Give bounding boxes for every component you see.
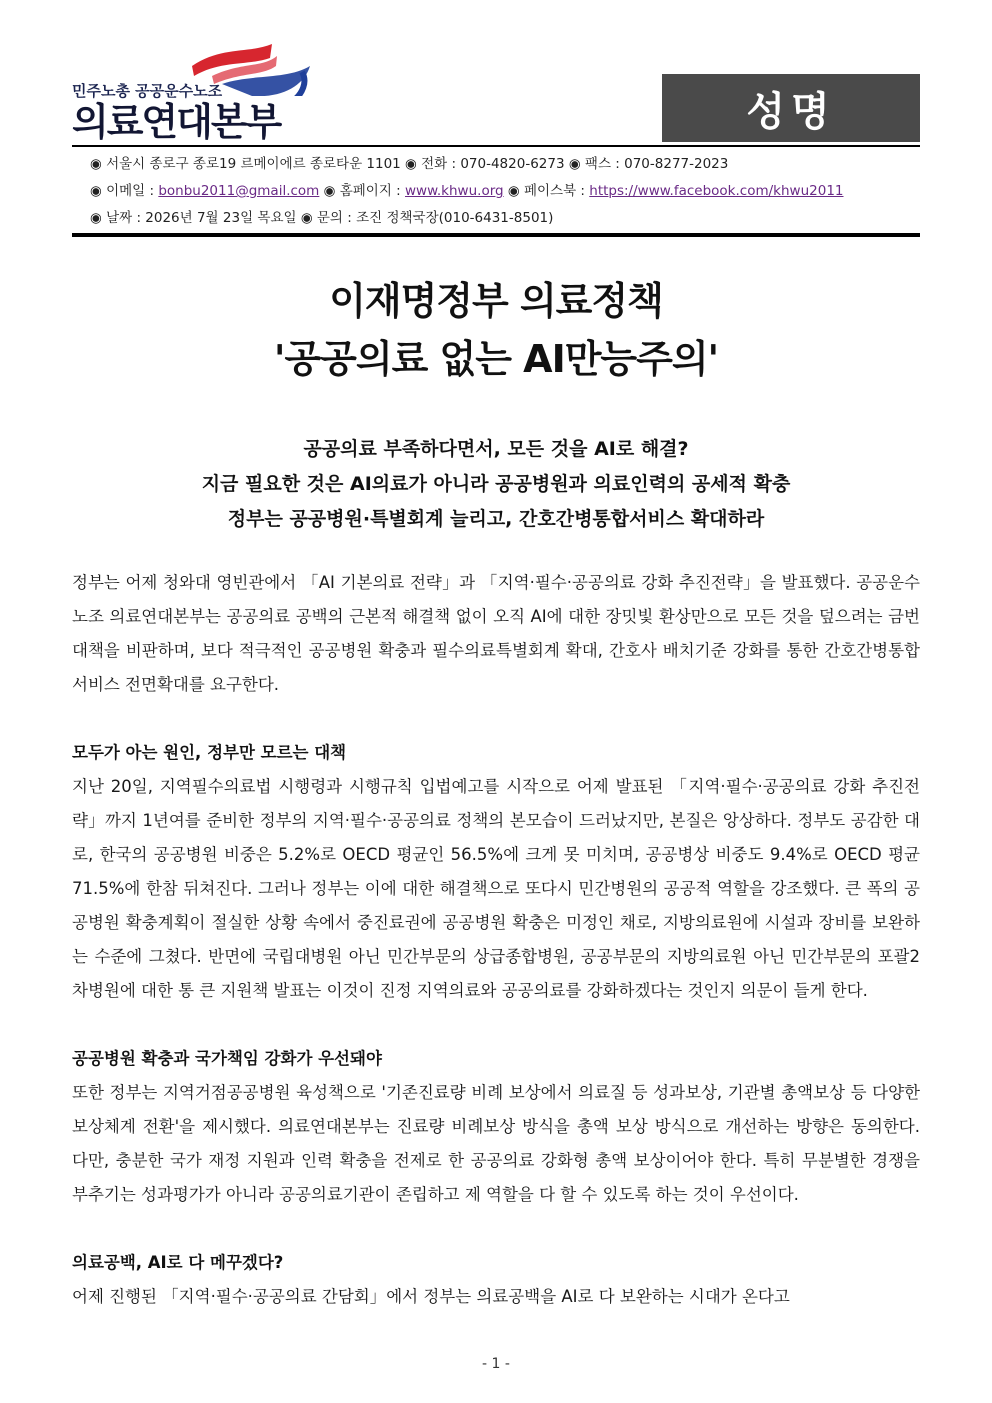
document-subtitle [72, 432, 920, 537]
address-line: ◉ 서울시 종로구 종로19 르메이에르 종로타운 1101 ◉ 전화 : 070-4820-6273 ◉ 팩스 : 070-8277-2023 [90, 156, 729, 172]
homepage-label: ◉ 홈페이지 : [319, 183, 405, 199]
subtitle-line-1: 공공의료 부족하다면서, 모든 것을 AI로 해결? [303, 438, 689, 460]
document-title [72, 272, 920, 388]
contact-links-line [90, 179, 920, 206]
title-line-2: '공공의료 없는 AI만능주의' [273, 337, 719, 381]
facebook-label: ◉ 페이스북 : [503, 183, 590, 199]
paragraph-section-1: 지난 20일, 지역필수의료법 시행령과 시행규칙 입법예고를 시작으로 어제 발표된 「지역·필수·공공의료 강화 추진전략」까지 1년여를 준비한 정부의 지역·필수·공공의료 정책의 본모습이 드러났지만, 본질은 앙상하다. 정부도 공감한 대로, 한국의 공공병원 비중은 5.2%로 OECD 평균인 56.5%에 크게 못 미치며, 공공병상 비중도 9.4%로 OECD 평균 71.5%에 한참 뒤쳐진다. 그러나 정부는 이에 대한 해결책으로 또다시 민간병원의 공공적 역할을 강조했다. 큰 폭의 공공병원 확충계획이 절실한 상황 속에서 중진료권에 공공병원 확충은 미정인 채로, 지방의료원에 시설과 장비를 보완하는 수준에 그쳤다. 반면에 국립대병원 아닌 민간부문의 상급종합병원, 공공부문의 지방의료원 아닌 민간부문의 포괄2차병원에 대한 통 큰 지원책 발표는 이것이 진정 지역의료와 공공의료를 강화하겠다는 것인지 의문이 들게 한다. [72, 777, 920, 1000]
paragraph-intro: 정부는 어제 청와대 영빈관에서 「AI 기본의료 전략」과 「지역·필수·공공의료 강화 추진전략」을 발표했다. 공공운수노조 의료연대본부는 공공의료 공백의 근본적 해결책 없이 오직 AI에 대한 장밋빛 환상만으로 모든 것을 덮으려는 금번 대책을 비판하며, 보다 적극적인 공공병원 확충과 필수의료특별회계 확대, 간호사 배치기준 강화를 통한 간호간병통합서비스 전면확대를 요구한다. [72, 573, 920, 694]
statement-header [72, 36, 920, 146]
section-heading-1: 모두가 아는 원인, 정부만 모르는 대책 [72, 743, 347, 762]
section-heading-3: 의료공백, AI로 다 메꾸겠다? [72, 1253, 284, 1272]
statement-body [72, 566, 920, 1314]
title-line-1: 이재명정부 의료정책 [329, 279, 663, 323]
date-contact-line: ◉ 날짜 : 2026년 7월 23일 목요일 ◉ 문의 : 조진 정책국장(010-6431-8501) [90, 210, 554, 226]
subtitle-line-3: 정부는 공공병원·특별회계 늘리고, 간호간병통합서비스 확대하라 [227, 508, 765, 530]
homepage-link[interactable]: www.khwu.org [405, 183, 504, 199]
paragraph-section-2: 또한 정부는 지역거점공공병원 육성책으로 '기존진료량 비례 보상에서 의료질 등 성과보상, 기관별 총액보상 등 다양한 보상체계 전환'을 제시했다. 의료연대본부는 진료량 비례보상 방식을 총액 보상 방식으로 개선하는 방향은 동의한다. 다만, 충분한 국가 재정 지원과 인력 확충을 전제로 한 공공의료 강화형 총액 보상이어야 한다. 특히 무분별한 경쟁을 부추기는 성과평가가 아니라 공공의료기관이 존립하고 제 역할을 다 할 수 있도록 하는 것이 우선이다. [72, 1083, 920, 1204]
union-logo [72, 36, 362, 144]
page-number: - 1 - [482, 1356, 510, 1372]
section-heading-2: 공공병원 확충과 국가책임 강화가 우선돼야 [72, 1049, 382, 1068]
contact-info [90, 152, 920, 233]
logo-subtitle: 민주노총 공공운수노조 [72, 82, 223, 100]
paragraph-section-3: 어제 진행된 「지역·필수·공공의료 간담회」에서 정부는 의료공백을 AI로 다 보완하는 시대가 온다고 [72, 1287, 790, 1306]
info-divider [72, 233, 920, 237]
header-divider [72, 145, 920, 147]
logo-title: 의료연대본부 [72, 100, 281, 144]
facebook-link[interactable]: https://www.facebook.com/khwu2011 [589, 183, 844, 199]
email-label: ◉ 이메일 : [90, 183, 159, 199]
statement-badge: 성명 [662, 74, 920, 142]
subtitle-line-2: 지금 필요한 것은 AI의료가 아니라 공공병원과 의료인력의 공세적 확충 [201, 473, 791, 495]
email-link[interactable]: bonbu2011@gmail.com [158, 183, 320, 199]
